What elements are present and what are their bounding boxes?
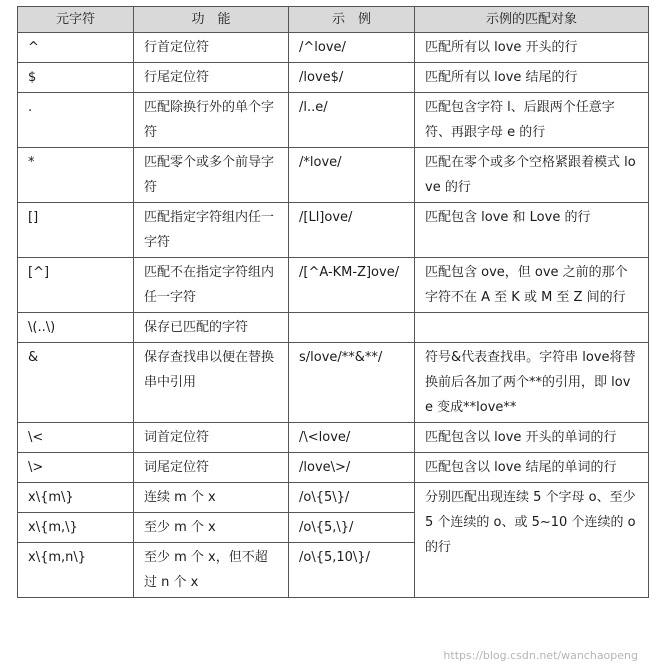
cell-function: 匹配不在指定字符组内任一字符: [134, 258, 289, 313]
cell-function: 词首定位符: [134, 423, 289, 453]
header-function: 功 能: [134, 7, 289, 33]
header-row: [18, 7, 649, 33]
cell-meta: &: [18, 343, 134, 423]
cell-match: 匹配包含 love 和 Love 的行: [415, 203, 649, 258]
cell-match: 匹配包含 ove，但 ove 之前的那个字符不在 A 至 K 或 M 至 Z 间的行: [415, 258, 649, 313]
cell-function: 至少 m 个 x，但不超过 n 个 x: [134, 543, 289, 598]
cell-meta: \<: [18, 423, 134, 453]
cell-meta: *: [18, 148, 134, 203]
cell-example: /^love/: [289, 33, 415, 63]
table-row: [18, 483, 649, 513]
cell-function: 连续 m 个 x: [134, 483, 289, 513]
cell-match: 匹配包含以 love 开头的单词的行: [415, 423, 649, 453]
cell-function: 匹配指定字符组内任一字符: [134, 203, 289, 258]
cell-example: /[Ll]ove/: [289, 203, 415, 258]
table-row: [18, 93, 649, 148]
cell-function: 匹配零个或多个前导字符: [134, 148, 289, 203]
table-row: [18, 343, 649, 423]
cell-match: [415, 313, 649, 343]
watermark: https://blog.csdn.net/wanchaopeng: [443, 649, 638, 662]
cell-match: 符号&代表查找串。字符串 love将替换前后各加了两个**的引用，即 love 变成**love**: [415, 343, 649, 423]
cell-match: 匹配包含以 love 结尾的单词的行: [415, 453, 649, 483]
cell-example: /o\{5,\}/: [289, 513, 415, 543]
cell-function: 至少 m 个 x: [134, 513, 289, 543]
cell-meta: [^]: [18, 258, 134, 313]
cell-match-merged: 分别匹配出现连续 5 个字母 o、至少 5 个连续的 o、或 5~10 个连续的 o 的行: [415, 483, 649, 598]
regex-metachar-table: [17, 6, 649, 598]
cell-example: /[^A-KM-Z]ove/: [289, 258, 415, 313]
cell-example: /love$/: [289, 63, 415, 93]
cell-meta: x\{m,n\}: [18, 543, 134, 598]
table-row: [18, 313, 649, 343]
cell-meta: $: [18, 63, 134, 93]
cell-meta: \(..\): [18, 313, 134, 343]
cell-meta: .: [18, 93, 134, 148]
table-row: [18, 33, 649, 63]
cell-function: 匹配除换行外的单个字符: [134, 93, 289, 148]
table-row: [18, 258, 649, 313]
cell-function: 行尾定位符: [134, 63, 289, 93]
cell-match: 匹配在零个或多个空格紧跟着模式 love 的行: [415, 148, 649, 203]
table-row: [18, 423, 649, 453]
cell-match: 匹配包含字符 l、后跟两个任意字符、再跟字母 e 的行: [415, 93, 649, 148]
header-match: 示例的匹配对象: [415, 7, 649, 33]
table-row: [18, 453, 649, 483]
cell-example: /o\{5,10\}/: [289, 543, 415, 598]
cell-function: 保存查找串以便在替换串中引用: [134, 343, 289, 423]
cell-function: 词尾定位符: [134, 453, 289, 483]
table-row: [18, 148, 649, 203]
cell-meta: \>: [18, 453, 134, 483]
cell-example: /\<love/: [289, 423, 415, 453]
cell-example: /love\>/: [289, 453, 415, 483]
cell-function: 保存已匹配的字符: [134, 313, 289, 343]
cell-match: 匹配所有以 love 结尾的行: [415, 63, 649, 93]
cell-example: s/love/**&**/: [289, 343, 415, 423]
cell-function: 行首定位符: [134, 33, 289, 63]
cell-meta: x\{m\}: [18, 483, 134, 513]
header-example: 示 例: [289, 7, 415, 33]
cell-meta: []: [18, 203, 134, 258]
cell-example: /l..e/: [289, 93, 415, 148]
cell-example: /*love/: [289, 148, 415, 203]
header-meta: 元字符: [18, 7, 134, 33]
cell-meta: ^: [18, 33, 134, 63]
cell-example: /o\{5\}/: [289, 483, 415, 513]
cell-meta: x\{m,\}: [18, 513, 134, 543]
table-row: [18, 203, 649, 258]
table-row: [18, 63, 649, 93]
cell-example: [289, 313, 415, 343]
cell-match: 匹配所有以 love 开头的行: [415, 33, 649, 63]
